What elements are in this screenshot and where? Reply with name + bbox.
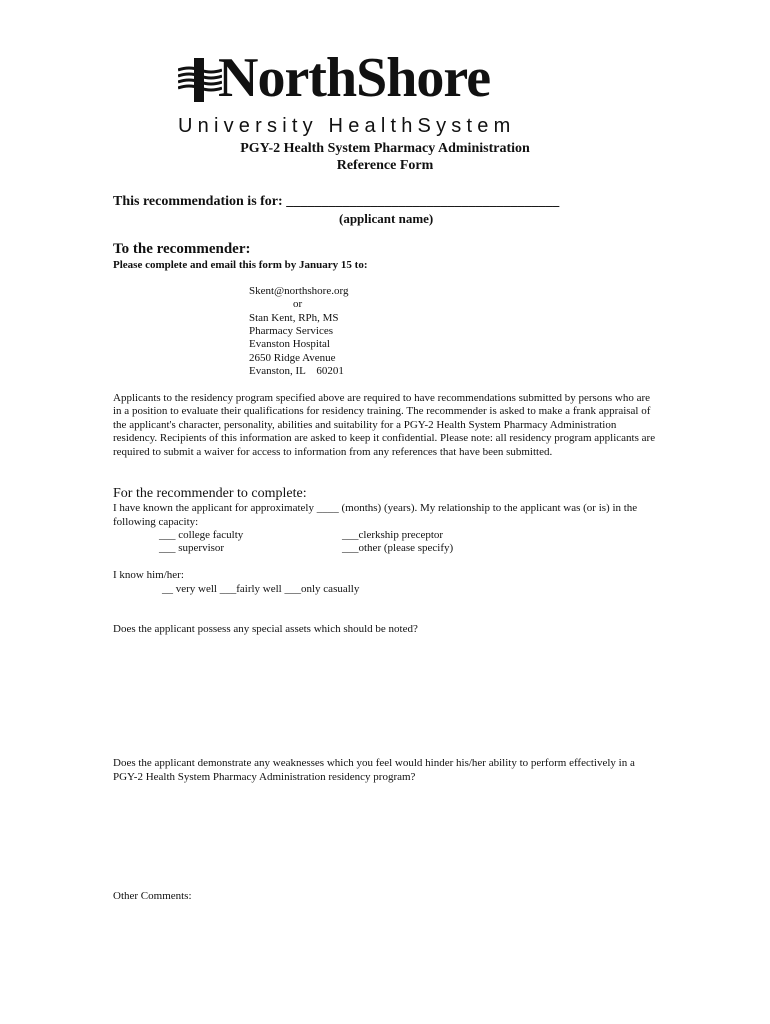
known-line2: following capacity:: [113, 516, 199, 528]
northshore-logo: [178, 47, 592, 140]
recommender-heading: To the recommender:: [113, 241, 251, 257]
address-hospital: Evanston Hospital: [249, 338, 330, 350]
form-title-line1: PGY-2 Health System Pharmacy Administration: [240, 141, 530, 156]
know-options[interactable]: __ very well ___fairly well ___only casually: [162, 583, 360, 595]
question-assets: Does the applicant possess any special assets which should be noted?: [113, 623, 418, 635]
address-street: 2650 Ridge Avenue: [249, 352, 336, 364]
option-college-faculty[interactable]: ___ college faculty: [159, 529, 244, 541]
address-city: Evanston, IL 60201: [249, 365, 344, 377]
applicant-name-blank[interactable]: _______________________________________: [286, 194, 560, 209]
question-weakness-line1: Does the applicant demonstrate any weaknesses which you feel would hinder his/her ability to perform effectively in a: [113, 757, 635, 769]
address-name: Stan Kent, RPh, MS: [249, 312, 339, 324]
intro-paragraph: Applicants to the residency program specified above are required to have recommendations submitted by persons who are in a position to evaluate their qualifications for residency training. The recommender is asked to make a frank appraisal of the applicant's character, personality, abilities and suitability for a PGY-2 Health System Pharmacy Administration residency. Recipients of this information are asked to keep it confidential. Please note: all residency program applicants are required to submit a waiver for access to information from any references that have been submitted.: [113, 392, 656, 458]
logo-sub-text: University HealthSystem: [178, 115, 516, 137]
option-other[interactable]: ___other (please specify): [342, 542, 454, 554]
know-label: I know him/her:: [113, 569, 184, 581]
recommendation-label: This recommendation is for: _______________________________________: [113, 194, 560, 209]
form-title-line2: Reference Form: [336, 158, 434, 173]
applicant-name-caption: (applicant name): [339, 211, 434, 226]
question-weakness-line2: PGY-2 Health System Pharmacy Administration residency program?: [113, 771, 416, 783]
complete-heading: For the recommender to complete:: [113, 486, 307, 501]
recommender-instruction: Please complete and email this form by January 15 to:: [113, 259, 368, 271]
option-supervisor[interactable]: ___ supervisor: [159, 542, 225, 554]
logo-cross-icon: [178, 58, 222, 102]
address-dept: Pharmacy Services: [249, 325, 333, 337]
known-line1: I have known the applicant for approximately ____ (months) (years). My relationship to the applicant was (or is) in the: [113, 502, 638, 514]
option-clerkship-preceptor[interactable]: ___clerkship preceptor: [342, 529, 444, 541]
address-or: or: [293, 298, 303, 310]
address-email: Skent@northshore.org: [249, 285, 349, 297]
other-comments-label: Other Comments:: [113, 890, 192, 902]
logo-main-text: NorthShore: [218, 47, 491, 109]
